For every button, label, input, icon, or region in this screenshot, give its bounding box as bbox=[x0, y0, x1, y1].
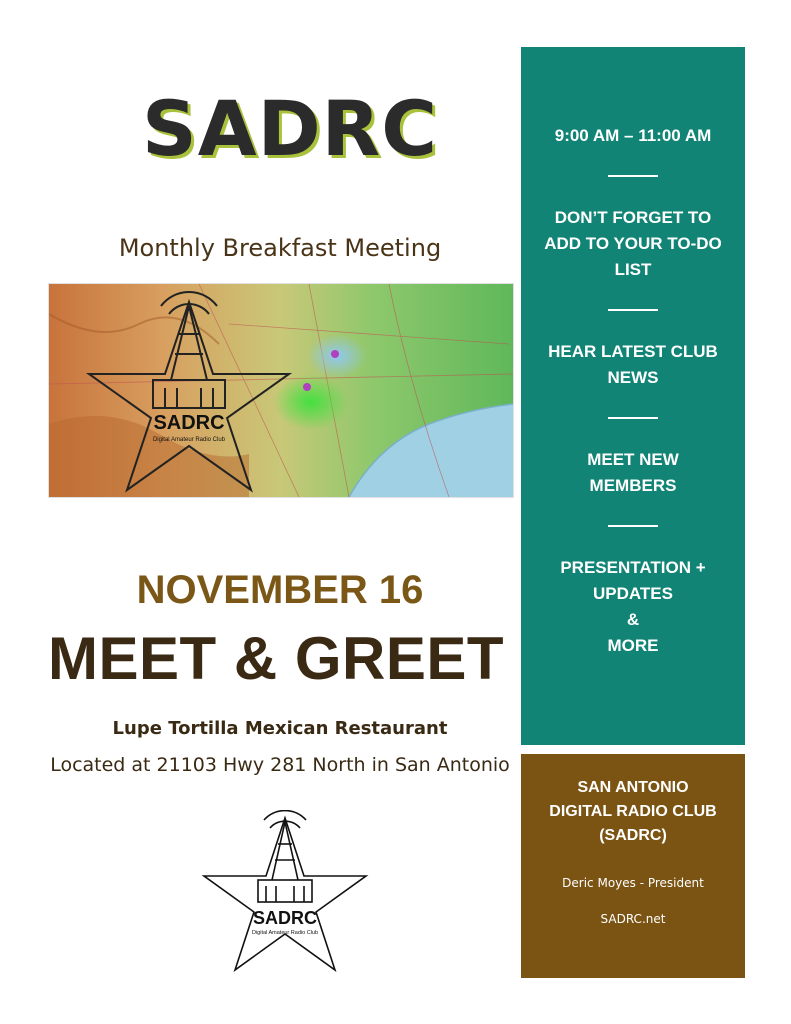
map-logo-subtext: Digital Amateur Radio Club bbox=[152, 437, 226, 443]
club-info-panel bbox=[521, 754, 745, 978]
logo-subtext: Digital Amateur Radio Club bbox=[251, 930, 319, 936]
divider bbox=[608, 175, 658, 177]
agenda-members: MEET NEW MEMBERS bbox=[587, 450, 679, 495]
meeting-subtitle: Monthly Breakfast Meeting bbox=[118, 234, 442, 262]
club-name: SAN ANTONIO DIGITAL RADIO CLUB (SADRC) bbox=[549, 779, 717, 844]
agenda-reminder: DON’T FORGET TO ADD TO YOUR TO-DO LIST bbox=[544, 208, 722, 279]
event-date: NOVEMBER 16 bbox=[136, 568, 424, 612]
club-title: SADRC bbox=[142, 84, 438, 173]
venue-address: Located at 21103 Hwy 281 North in San Antonio bbox=[50, 754, 510, 776]
agenda-presentation: PRESENTATION + UPDATES & MORE bbox=[560, 558, 706, 655]
club-president: Deric Moyes - President bbox=[562, 876, 704, 890]
club-website: SADRC.net bbox=[600, 912, 666, 926]
map-logo-text: SADRC bbox=[153, 412, 225, 434]
club-logo bbox=[200, 810, 370, 1000]
divider bbox=[608, 525, 658, 527]
agenda-panel bbox=[521, 47, 745, 745]
divider bbox=[608, 417, 658, 419]
agenda-news: HEAR LATEST CLUB NEWS bbox=[548, 342, 718, 387]
event-headline: MEET & GREET bbox=[48, 625, 505, 692]
divider bbox=[608, 309, 658, 311]
venue-name: Lupe Tortilla Mexican Restaurant bbox=[112, 718, 448, 739]
texas-coverage-map bbox=[48, 283, 514, 498]
logo-text: SADRC bbox=[252, 908, 318, 928]
agenda-time: 9:00 AM – 11:00 AM bbox=[554, 126, 712, 145]
